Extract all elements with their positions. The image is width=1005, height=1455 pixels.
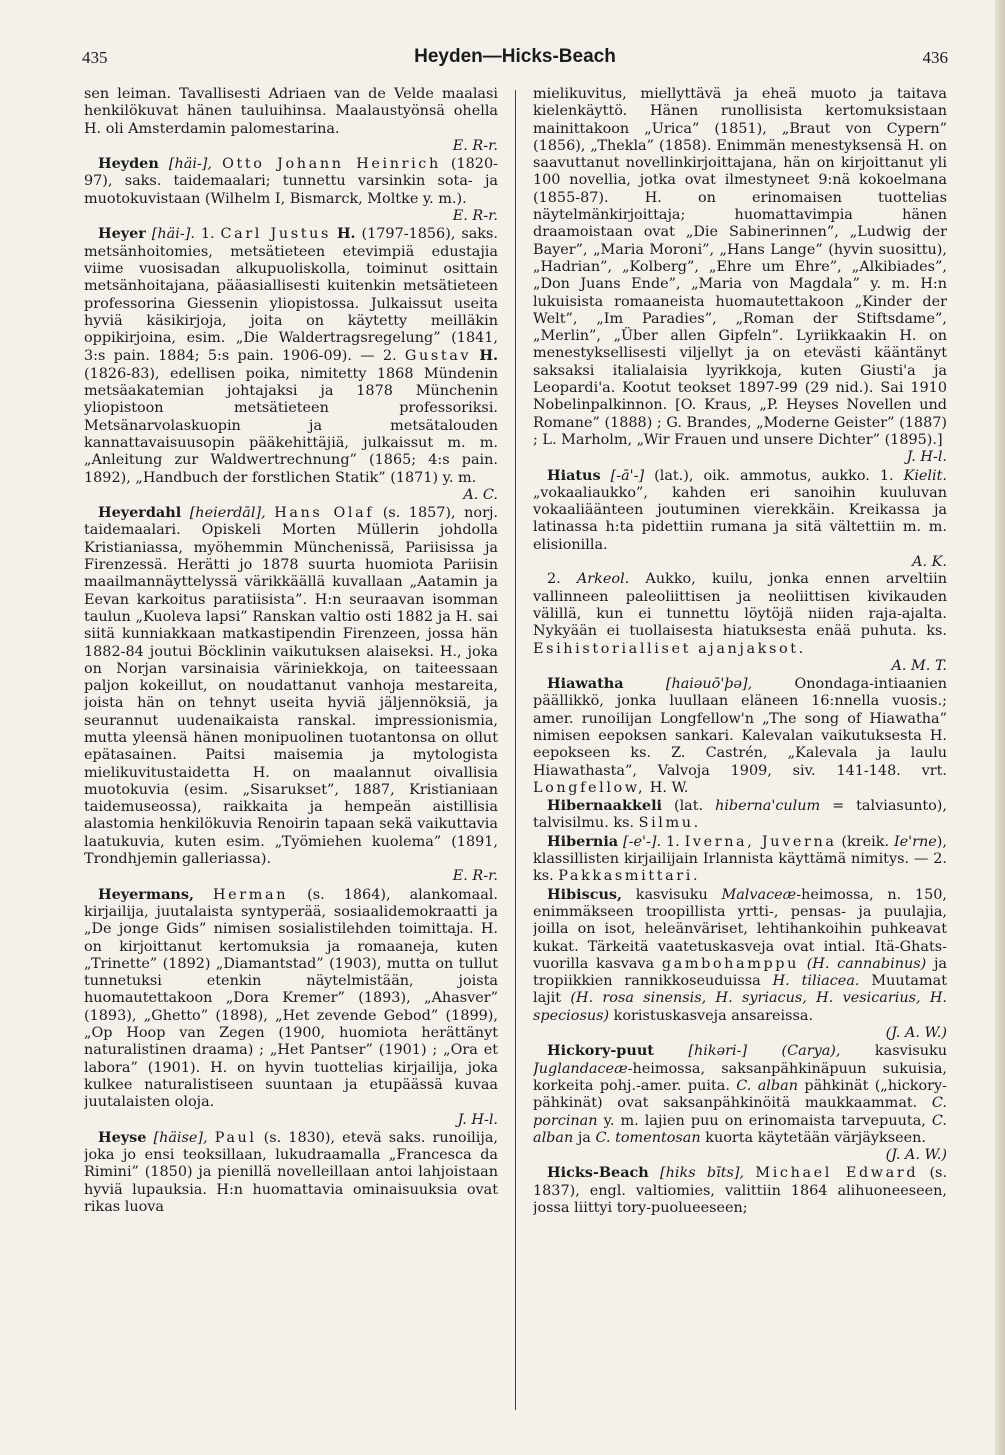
entry-text [266, 505, 275, 521]
entry-headword: Hickory-puut [547, 1042, 654, 1060]
italic-text: C. alban [736, 1077, 798, 1094]
author-signature: A. K. [912, 554, 947, 571]
italic-text: Juglandaceæ [533, 1060, 628, 1077]
author-signature: J. H-l. [906, 449, 947, 466]
italic-text: Malvaceæ [721, 886, 797, 903]
entry-headword: Heyer [98, 225, 146, 243]
author-signature: J. H-l. [457, 1111, 498, 1128]
entry-text [624, 676, 666, 692]
author-signature: (J. A. W.) [885, 1025, 947, 1042]
dictionary-entry [533, 886, 947, 1043]
entry-text: „vokaaliaukko”, kahden eri sanoihin kuuluvan vokaaliäänteen joutuminen vierekkäin. Kreikassa ja latinassa h:ta pidettiin rumana ja sitä vältettiin m. m. elisionilla. [533, 484, 947, 553]
entry-text: kasvisuku [840, 1043, 947, 1060]
dictionary-entry [533, 675, 947, 797]
running-title: Heyden—Hicks-Beach [414, 46, 616, 67]
italic-text: C. alban [533, 1112, 947, 1146]
entry-text [649, 1165, 660, 1181]
entry-text: Onondaga-intiaanien päällikkö, jonka luullaan eläneen 16:nnella vuosis.; amer. runoilijan Longfellow'n „The song of Hiawatha” nimisen eepoksen sankari. Kalevalan vaikutuksesta H. eepokseen ks. Z. Castrén, „Kalevala ja laulu Hiawathasta”, Valvoja 1909, siv. 141-148. vrt. [533, 676, 947, 779]
right-column [533, 86, 947, 1431]
entry-text: (s. 1830), etevä saks. runoilija, joka jo ensi teoksillaan, lukudraamalla „Francesca da Rimini” (1850) ja pienillä novelleillaan antoi lahjoistaan hyviä lupauksia. H:n huomattavia ominaisuuksia ovat rikas luova [84, 1129, 498, 1215]
entry-text: ja tropiikkien rannikkoseuduissa [533, 955, 947, 990]
entry-headword: H. [336, 225, 356, 243]
entry-text: (lat.), oik. ammotus, aukko. 1. [644, 467, 904, 484]
entry-text: (1797-1856), saks. metsänhoitomies, metsätieteen etevimpiä edustajia viime vuosisadan alkupuoliskolla, toiminut osittain metsänhoitajana, pääasiallisesti kuitenkin metsätieteen professorina Giessenin yliopistossa. Julkaissut useita hyviä käsikirjoja, joita on käytetty meilläkin oppikirjoina, esim. „Die Waldertragsregelung” (1841, 3:s pain. 1884; 5:s pain. 1906-09). — 2. [84, 226, 498, 365]
entry-text: (1820-97), saks. taidemaalari; tunnettu varsinkin sota- ja muotokuvistaan (Wilhelm I, Bismarck, Moltke y. m.). [84, 156, 498, 207]
entry-headword: Hibiscus, [547, 885, 623, 903]
entry-text: Muutamat lajit [533, 973, 947, 1007]
dictionary-entry [533, 467, 947, 572]
entry-text [601, 468, 611, 484]
spaced-name: Longfellow, [533, 779, 646, 796]
entry-text: H. W. [645, 779, 689, 796]
entry-text: (1826-83), edellisen poika, nimitetty 1868 Mündenin metsäakatemian johtajaksi ja 1878 Münchenin yliopistoon metsätieteen professoriksi. Metsänarvolaskuopin ja metsätalouden kannattavaisuusopin pääkehittäjiä, julkaissut m. m. „Anleitung zur Waldwertrechnung” (1865; 4:s pain. 1892), „Handbuch der forstlichen Statik” (1871) y. m. [84, 365, 498, 486]
spaced-name: Gustav [404, 348, 472, 365]
page-edge [995, 0, 1005, 1455]
entry-headword: Hicks-Beach [547, 1164, 649, 1182]
page-number-right: 436 [922, 48, 948, 67]
dictionary-entry [84, 1129, 498, 1216]
entry-text: kuorta käytetään värjäykseen. [700, 1129, 926, 1146]
entry-headword: Hibernaakkeli [547, 797, 663, 815]
italic-text: hiberna'culum [715, 798, 821, 815]
continued-text [533, 86, 947, 467]
dictionary-entry [533, 1042, 947, 1164]
entry-text: kasvisuku [622, 886, 722, 903]
entry-text: mielikuvitus, miellyttävä ja eheä muoto ja taitava kielenkäyttö. Hänen runollisista kertomuksistaan mainittakoon „Urica” (1851), „Braut von Cypern” (1856), „Thekla” (1858). Enimmän menestyksensä H. on saavuttanut novellinkirjoittajana, hän on kirjoittanut yli 100 novellia, jotka ovat ilmestyneet 9:nä kokoelmana (1855-87). H. on erinomaisen tuottelias näytelmänkirjoittaja; huomattavimpia hänen draamoistaan ovat „Die Sabinerinnen”, „Ludwig der Bayer”, „Maria Moroni”, „Hans Lange” (hyvin suosittu), „Hadrian”, „Kolberg”, „Ehre um Ehre”, „Alkibiades”, „Don Juans Ende”, „Maria von Magdala” y. m. H:n lukuisista romaaneista huomautettakoon „Kinder der Welt”, „Im Paradies”, „Roman der Stiftsdame”, „Merlin”, „Über allen Gipfeln”. Lyriikkaakin H. on menestyksellisesti viljellyt ja on etevästi kääntänyt saksaksi italialaisia lyyrikkoja, kuten Giusti'a ja Leopardi'a. Kootut teokset 1897-99 (29 nid.). Sai 1910 Nobelinpalkinnon. [O. Kraus, „P. Heyses Novellen und Romane” (1888) ; G. Brandes, „Moderne Geister” (1887) ; L. Marholm, „Wir Frauen und unsere Dichter” (1895).] [533, 86, 947, 448]
italic-text: Kielit. [903, 467, 947, 484]
entry-headword: Hiawatha [547, 675, 624, 693]
entry-text: Aukko, kuilu, jonka ennen arveltiin vallinneen paleoliittisen ja neoliittisen kivikauden välillä, kun ei tunnettu löytöjä niiden raja-ajalta. Nykyään ei tuollaisesta hiatuksesta enää puhuta. ks. [533, 571, 947, 640]
author-signature: E. R-r. [452, 137, 498, 154]
dictionary-entry [84, 504, 498, 886]
entry-text [654, 1043, 688, 1059]
italic-text: [häi-]. [151, 226, 195, 243]
entry-text: 1. [661, 833, 685, 850]
continued-text [84, 86, 498, 155]
dictionary-entry [533, 833, 947, 886]
spaced-name: Esihistorialliset ajanjaksot. [533, 640, 806, 657]
entry-text: pähkinät („hickory-pähkinät) ovat saksanpähkinöitä maukkaammat. [533, 1077, 947, 1112]
entry-headword: Heyerdahl [98, 504, 182, 522]
entry-text [159, 156, 169, 172]
spaced-name: Otto Johann Heinrich [222, 156, 441, 173]
italic-text: [hiks bīts], [660, 1165, 745, 1182]
entry-text [744, 1165, 755, 1181]
entry-text: (s. 1857), norj. taidemaalari. Opiskeli Morten Müllerin johdolla Kristianiassa, myöhemmin Münchenissä, Pariisissa ja Firenzessä. Herätti jo 1878 suurta huomiota Pariisin maailmannäyttelyssä värikkäällä kuvallaan „Aatamin ja Eevan karkoitus paratiisista”. H:n seuraavan isomman taulun „Kuoleva lapsi” Ranskan valtio osti 1882 ja H. sai siitä kunniakkaan matkastipendin Firenzeen, jossa hän 1882-84 joutui Böcklinin vaikutuksen alaiseksi. H., joka on Norjan varsinaisia väriniekkoja, on taiteessaan paljon kokeillut, on noudattanut vanhoja mestareita, joista hän on tehnyt useita hyviä jäljennöksiä, ja seurannut uudenaikaista ranskal. impressionismia, mutta yleensä hänen monipuolinen tuotantonsa on ollut epätasainen. Paitsi maisemia ja mytologista mielikuvitustaidetta H. on maalannut oivallisia muotokuvia (esim. „Sisarukset”, 1887, Kristianiaan taidemuseossa), raikkaita ja hempeän aistillisia alastomia henkilökuvia Renoirin tapaan sekä vaikuttavia laatukuvia, kuten esim. „Työmiehen kuolema” (1891, Trondhjemin galleriassa). [84, 505, 498, 868]
dictionary-entry [533, 797, 947, 833]
author-signature: E. R-r. [452, 868, 498, 885]
entry-text: (s. 1837), engl. valtiomies, valittiin 1864 alihuoneeseen, jossa liittyi tory-puolueeseen; [533, 1165, 947, 1216]
entry-text: (lat. [662, 798, 716, 815]
author-signature: E. R-r. [452, 208, 498, 225]
page-number-left: 435 [82, 48, 108, 67]
column-divider [515, 90, 516, 1410]
dictionary-entry [84, 886, 498, 1129]
entry-text: 2. [547, 571, 577, 588]
dictionary-entry [84, 225, 498, 504]
italic-text: Arkeol. [576, 571, 630, 588]
spaced-name: Hans Olaf [274, 505, 375, 522]
spaced-name: Herman [213, 886, 289, 903]
author-signature: (J. A. W.) [885, 1147, 947, 1164]
italic-text: [hikəri-] (Carya), [688, 1043, 841, 1060]
italic-text: (H. rosa sinensis, H. syriacus, H. vesicarius, H. speciosus) [533, 990, 947, 1024]
entry-text [799, 956, 807, 972]
italic-text: [heierdāl], [189, 505, 266, 522]
author-signature: A. M. T. [891, 657, 947, 674]
dictionary-entry [533, 571, 947, 675]
entry-text [212, 156, 222, 172]
italic-text: [-e'-]. [623, 833, 662, 850]
italic-text: C. porcinan [533, 1095, 947, 1129]
italic-text: Ie'rne [893, 833, 937, 850]
author-signature: A. C. [463, 486, 498, 503]
entry-text: -heimossa, n. 150, enimmäkseen troopillista yrtti-, pensas- ja puulajia, joilla on isot, heleänväriset, lehtihankoihin puhkeavat kukat. Tärkeitä vaatetuskasveja ovat intial. Itä-Ghats-vuorilla kasvava [533, 886, 947, 972]
entry-text: sen leiman. Tavallisesti Adriaen van de Velde maalasi henkilökuvat hänen tauluihinsa. Maalaustyönsä ohella H. oli Amsterdamin palomestarina. [84, 86, 498, 137]
entry-headword: Heyden [98, 155, 159, 173]
entry-text: -heimossa, saksanpähkinäpuun sukuisia, korkeita pohj.-amer. puita. [533, 1060, 947, 1094]
entry-headword: Heyse [98, 1128, 147, 1146]
entry-text: (s. 1864), alankomaal. kirjailija, juutalaista syntyperää, sosiaalidemokraatti ja „De jonge Gids” nimisen sosialistilehden toimittaja. H. on kirjoittanut kertomuksia ja romaaneja, kuten „Trinette” (1892) „Diamantstad” (1903), mutta on tullut tunnetuksi etenkin näytelmistään, joista huomautettakoon „Dora Kremer” (1893), „Ahasver” (1893), „Ghetto” (1898), „Het zevende Gebod” (1899), „Op Hoop van Zegen (1900, huomiota herättänyt naturalistinen draama) ; „Het Pantser” (1901) ; „Ora et labora” (1901). H. on hyvin tuottelias kirjailija, joka kulkee naturalistiseen suuntaan ja etupäässä kuvaa juutalaisten oloja. [84, 886, 498, 1111]
dictionary-entry [84, 155, 498, 225]
italic-text: [häise], [153, 1129, 208, 1146]
italic-text: C. tomentosan [595, 1129, 701, 1146]
dictionary-entry [533, 1164, 947, 1217]
spaced-name: gambohamppu [661, 955, 799, 972]
spaced-name: Michael Edward [755, 1165, 919, 1182]
italic-text: (H. cannabinus) [806, 955, 927, 972]
entry-text: koristuskasveja ansareissa. [609, 1007, 814, 1024]
entry-headword: H. [479, 347, 498, 365]
spaced-name: Silmu. [638, 815, 701, 832]
entry-headword: Hiatus [547, 466, 601, 484]
entry-text: 1. [194, 226, 221, 243]
italic-text: [haiəuō'þə], [665, 676, 753, 693]
entry-text: (kreik. [836, 833, 894, 850]
italic-text: H. tiliacea. [772, 973, 860, 990]
entry-text: ja [573, 1129, 596, 1146]
entry-text: y. m. lajien puu on erinomaista tarvepuuta, [597, 1112, 932, 1129]
entry-text [194, 887, 213, 903]
spaced-name: Pakkasmittari. [558, 868, 701, 885]
entry-headword: Heyermans, [98, 885, 194, 903]
left-column [84, 86, 498, 1431]
italic-text: [-ā'-] [610, 467, 645, 484]
italic-text: [häi-], [168, 156, 212, 173]
page-header [82, 44, 948, 72]
spaced-name: Carl Justus [220, 226, 331, 243]
spaced-name: Iverna, Juverna [684, 833, 837, 850]
entry-text: = talviasunto), talvisilmu. ks. [533, 798, 947, 832]
entry-text [208, 1130, 215, 1146]
spaced-name: Paul [214, 1129, 257, 1146]
entry-headword: Hibernia [547, 832, 619, 850]
entry-text [181, 505, 190, 521]
entry-text: ), klassillisten kirjailijain Irlannista käyttämä nimitys. — 2. ks. [533, 833, 947, 885]
